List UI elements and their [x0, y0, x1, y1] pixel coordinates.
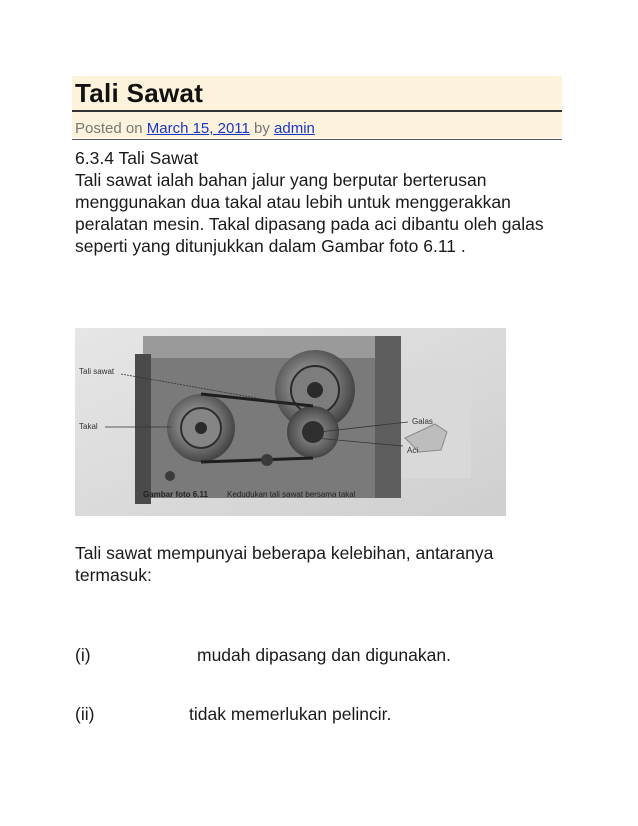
advantages-intro: Tali sawat mempunyai beberapa kelebihan, antaranya termasuk: [75, 543, 494, 585]
post-date-link[interactable]: March 15, 2011 [146, 120, 250, 137]
photo-illustration [75, 328, 506, 516]
label-tali-sawat: Tali sawat [79, 367, 115, 376]
label-aci: Aci [407, 446, 419, 455]
belt-pulley-photo [75, 328, 506, 516]
label-galas: Galas [412, 417, 433, 426]
title-divider [72, 110, 562, 112]
list-item-text: mudah dipasang dan digunakan. [197, 645, 451, 665]
intro-paragraph: Tali sawat ialah bahan jalur yang berputar berterusan menggunakan dua takal atau lebih untuk menggerakkan peralatan mesin. Takal dipasang pada aci dibantu oleh galas seperti yang ditunjukkan dalam Gambar foto 6.11 . [75, 170, 544, 256]
post-meta [75, 119, 315, 139]
post-title[interactable]: Tali Sawat [75, 78, 204, 108]
list-item-number: (i) [75, 645, 91, 665]
figure-caption-text: Kedudukan tali sawat bersama takal [227, 490, 356, 499]
author-link[interactable]: admin [274, 120, 315, 137]
meta-divider [72, 139, 562, 140]
section-heading: 6.3.4 Tali Sawat [75, 148, 199, 168]
posted-on-label: Posted on [75, 120, 143, 137]
label-takal: Takal [79, 422, 98, 431]
list-item-text: tidak memerlukan pelincir. [189, 704, 392, 724]
list-item-number: (ii) [75, 704, 95, 724]
by-label: by [254, 120, 270, 137]
figure-caption-number: Gambar foto 6.11 [143, 490, 208, 499]
